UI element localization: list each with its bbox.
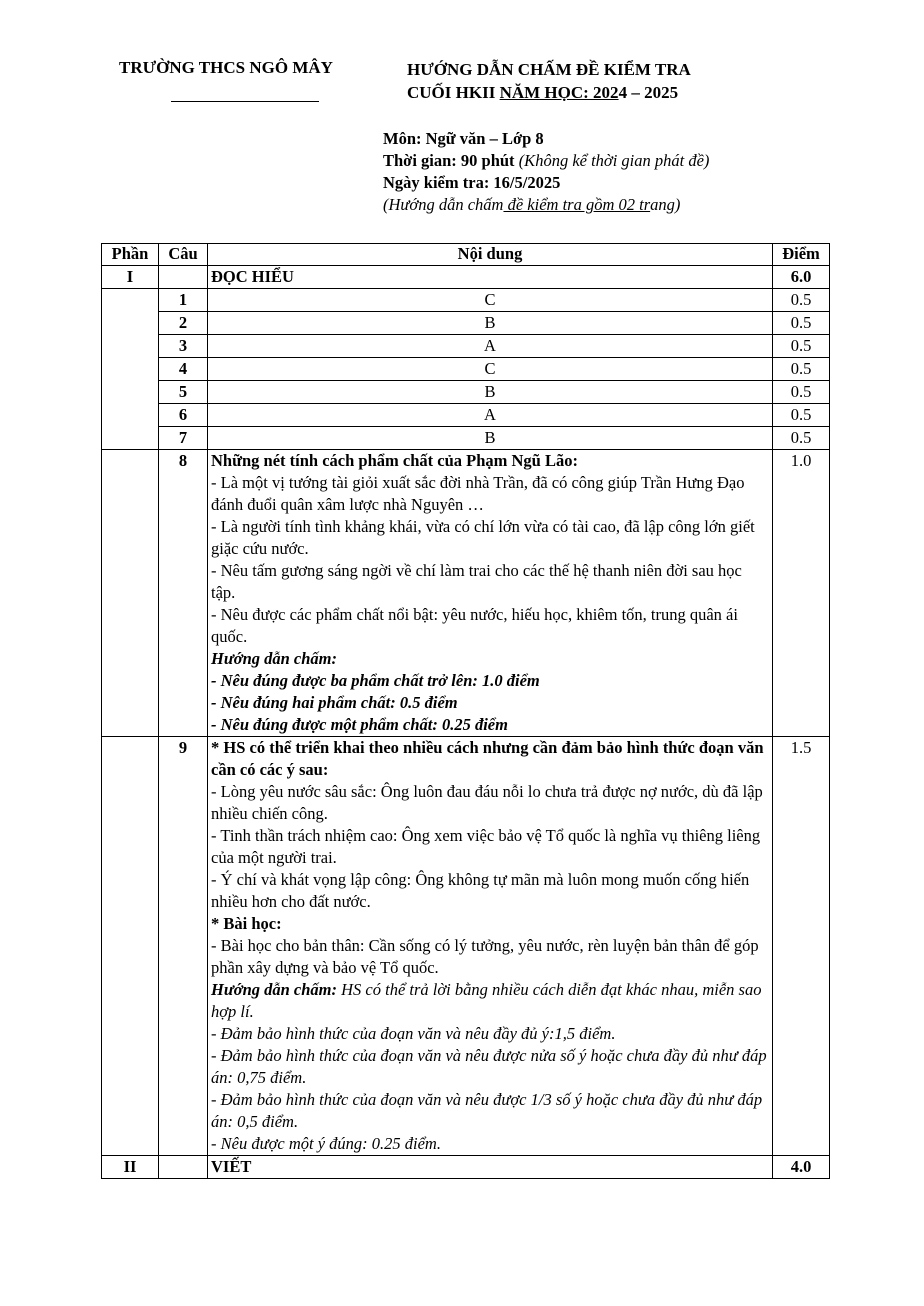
q9-guide-item: - Đảm bảo hình thức của đoạn văn và nêu được 1/3 số ý hoặc chưa đầy đủ như đáp án: 0,5 điểm. [211,1090,763,1131]
question-number: 3 [159,335,208,358]
score: 0.5 [773,381,830,404]
question-number: 4 [159,358,208,381]
question-number: 5 [159,381,208,404]
q8-point: - Là một vị tướng tài giỏi xuất sắc đời nhà Trần, đã có công giúp Trần Hưng Đạo đánh đuổi quân xâm lược nhà Nguyên … [211,473,745,514]
part2-question-cell [159,1156,208,1179]
pages-c: ang) [650,195,681,214]
header-question: Câu [159,244,208,266]
q9-guide-item: - Nêu được một ý đúng: 0.25 điểm. [211,1134,441,1153]
question-9-content [208,737,773,1156]
title-line-1: HƯỚNG DẪN CHẤM ĐỀ KIỂM TRA [407,60,691,79]
q8-guide-item: - Nêu đúng được một phẩm chất: 0.25 điểm [211,715,508,734]
part2-label: II [102,1156,159,1179]
score: 1.5 [773,737,830,1156]
part1-label: I [102,266,159,289]
answer: B [208,427,773,450]
question-number: 1 [159,289,208,312]
pages-b: đề kiểm tra gồm 02 tr [503,195,651,214]
part1-title: ĐỌC HIỂU [208,266,773,289]
school-underline [171,101,319,102]
part-cell-empty [102,427,159,450]
score: 0.5 [773,289,830,312]
answer: B [208,381,773,404]
question-number: 7 [159,427,208,450]
answer: A [208,335,773,358]
title-line-2-c: 4 – 2025 [618,83,679,102]
document-title [407,58,691,104]
answer: A [208,404,773,427]
school-name: TRƯỜNG THCS NGÔ MÂY [119,58,333,77]
score: 0.5 [773,335,830,358]
date-line: Ngày kiểm tra: 16/5/2025 [383,173,561,192]
answer: C [208,358,773,381]
score: 0.5 [773,427,830,450]
table-row [102,335,830,358]
q9-point: - Ý chí và khát vọng lập công: Ông không tự mãn mà luôn mong muốn cống hiến nhiều hơn cho đất nước. [211,870,750,911]
part-cell-empty [102,450,159,737]
header-score: Điểm [773,244,830,266]
question-number: 9 [159,737,208,1156]
header-content: Nội dung [208,244,773,266]
question-8-row [102,450,830,737]
part-cell-empty [102,289,159,312]
part2-row [102,1156,830,1179]
table-row [102,289,830,312]
q8-point: - Nêu tấm gương sáng ngời về chí làm trai cho các thế hệ thanh niên đời sau học tập. [211,561,742,602]
header-part: Phần [102,244,159,266]
question-9-row [102,737,830,1156]
grading-table [101,243,830,1179]
part1-score: 6.0 [773,266,830,289]
q8-guide-label: Hướng dẫn chấm: [211,649,338,668]
title-line-2 [407,81,691,104]
title-line-2-b: NĂM HỌC: 202 [499,83,619,102]
score: 1.0 [773,450,830,737]
question-number: 8 [159,450,208,737]
part-cell-empty [102,737,159,1156]
q9-guide-label: Hướng dẫn chấm: [211,980,338,999]
answer: C [208,289,773,312]
q9-guide-intro: HS có thể trả lời bằng nhiều cách diễn đạt khác nhau, miễn sao hợp lí. [211,980,762,1021]
table-row [102,381,830,404]
q9-lesson-label: * Bài học: [211,914,282,933]
question-number: 2 [159,312,208,335]
subject-line: Môn: Ngữ văn – Lớp 8 [383,129,544,148]
table-row [102,312,830,335]
q8-guide-item: - Nêu đúng được ba phẩm chất trở lên: 1.0 điểm [211,671,540,690]
q8-guide-item: - Nêu đúng hai phẩm chất: 0.5 điểm [211,693,458,712]
q8-point: - Nêu được các phẩm chất nổi bật: yêu nước, hiếu học, khiêm tốn, trung quân ái quốc. [211,605,738,646]
time-label: Thời gian: 90 phút [383,151,519,170]
q9-guide-item: - Đảm bảo hình thức của đoạn văn và nêu đầy đủ ý:1,5 điểm. [211,1024,616,1043]
q9-guide-item: - Đảm bảo hình thức của đoạn văn và nêu được nửa số ý hoặc chưa đầy đủ như đáp án: 0,75 điểm. [211,1046,767,1087]
part-cell-empty [102,404,159,427]
q9-point: - Tinh thần trách nhiệm cao: Ông xem việc bảo vệ Tổ quốc là nghĩa vụ thiêng liêng của một người trai. [211,826,761,867]
part1-question-cell [159,266,208,289]
score: 0.5 [773,312,830,335]
table-row [102,358,830,381]
time-note: (Không kể thời gian phát đề) [518,151,710,170]
q9-point: - Lòng yêu nước sâu sắc: Ông luôn đau đáu nỗi lo chưa trả được nợ nước, dù đã lập nhiều chiến công. [211,782,763,823]
question-8-content [208,450,773,737]
pages-a: (Hướng dẫn chấm [383,195,504,214]
q9-lesson: - Bài học cho bản thân: Cần sống có lý tưởng, yêu nước, rèn luyện bản thân để góp phần xây dựng và bảo vệ Tổ quốc. [211,936,759,977]
part-cell-empty [102,381,159,404]
part-cell-empty [102,312,159,335]
part2-title: VIẾT [208,1156,773,1179]
table-row [102,427,830,450]
answer: B [208,312,773,335]
title-line-2-a: CUỐI HKII [407,83,500,102]
q9-guide-intro-line [211,979,769,1023]
q8-heading: Những nét tính cách phẩm chất của Phạm Ngũ Lão: [211,451,578,470]
q8-point: - Là người tính tình khảng khái, vừa có chí lớn vừa có tài cao, đã lập công lớn giết giặc cứu nước. [211,517,755,558]
score: 0.5 [773,358,830,381]
part-cell-empty [102,335,159,358]
exam-info [383,128,709,216]
table-row [102,404,830,427]
score: 0.5 [773,404,830,427]
time-line [383,150,709,172]
part-cell-empty [102,358,159,381]
q9-heading: * HS có thể triển khai theo nhiều cách nhưng cần đảm bảo hình thức đoạn văn cần có các ý sau: [211,738,764,779]
question-number: 6 [159,404,208,427]
part2-score: 4.0 [773,1156,830,1179]
table-header-row [102,244,830,266]
part1-row [102,266,830,289]
pages-line [383,194,709,216]
